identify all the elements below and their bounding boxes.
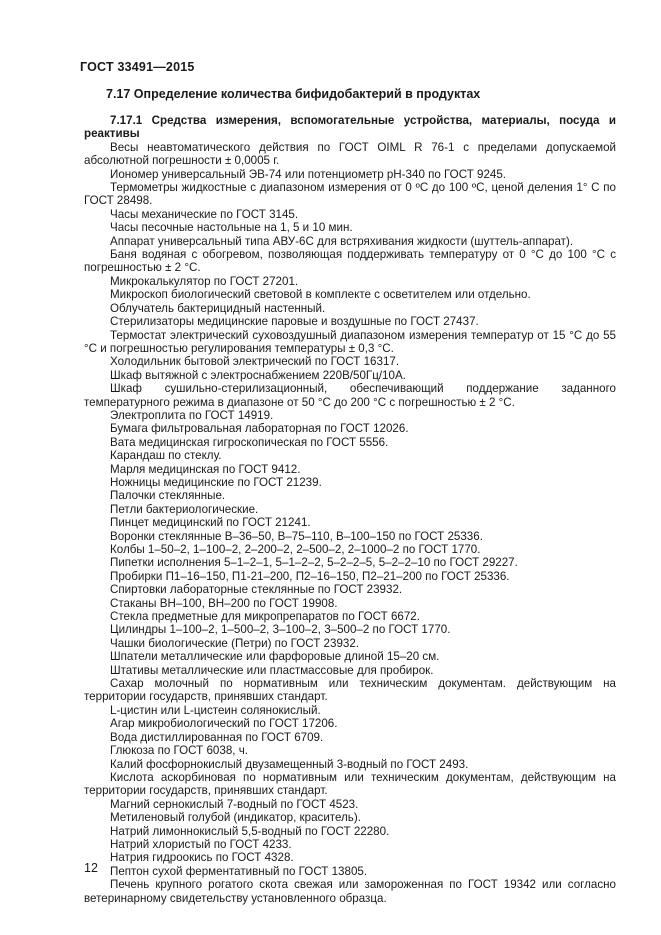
list-item: Пробирки П1–16–150, П1-21–200, П2–16–150, П2–21–200 по ГОСТ 25336. bbox=[110, 569, 510, 583]
list-item: Кислота аскорбиновая по нормативным или техническим документам, действующим на территории государств, принявших стандарт. bbox=[84, 770, 616, 798]
list-item: Натрий лимоннокислый 5,5-водный по ГОСТ 22280. bbox=[110, 824, 390, 838]
list-item: Сахар молочный по нормативным или техническим документам. действующим на территории государств, принявших стандарт. bbox=[84, 677, 616, 704]
list-item: Иономер универсальный ЭВ-74 или потенциометр рН-340 по ГОСТ 9245. bbox=[110, 167, 507, 181]
page-number: 12 bbox=[84, 861, 98, 875]
list-item: Стекла предметные для микропрепаратов по ГОСТ 6672. bbox=[110, 610, 420, 624]
list-item: Холодильник бытовой электрический по ГОСТ 16317. bbox=[110, 355, 400, 369]
list-item: Петли бактериологические. bbox=[110, 502, 259, 516]
list-item: Глюкоза по ГОСТ 6038, ч. bbox=[110, 744, 248, 758]
list-item: Микрокалькулятор по ГОСТ 27201. bbox=[110, 274, 299, 288]
list-item: Баня водяная с обогревом, позволяющая поддерживать температуру от 0 °С до 100 °С с погрешностью ± 2 °С. bbox=[84, 248, 616, 275]
list-item: Вата медицинская гигроскопическая по ГОСТ 5556. bbox=[110, 435, 389, 449]
list-item: Пинцет медицинский по ГОСТ 21241. bbox=[110, 516, 311, 530]
list-item: Часы механические по ГОСТ 3145. bbox=[110, 207, 299, 221]
list-item: Часы песочные настольные на 1, 5 и 10 мин. bbox=[110, 221, 353, 235]
document-header: ГОСТ 33491—2015 bbox=[80, 60, 195, 74]
list-item: Карандаш по стеклу. bbox=[110, 449, 222, 463]
list-item: Калий фосфорнокислый двузамещенный 3-водный по ГОСТ 2493. bbox=[110, 757, 469, 771]
list-item: Весы неавтоматического действия по ГОСТ OIML R 76-1 с пределами допускаемой абсолютной погрешности ± 0,0005 г. bbox=[84, 140, 616, 168]
list-item: Пептон сухой ферментативный по ГОСТ 13805. bbox=[110, 864, 368, 878]
list-item: Термометры жидкостные с диапазоном измерения от 0 ºС до 100 ºС, ценой деления 1° С по ГОСТ 28498. bbox=[84, 181, 616, 208]
list-item: Цилиндры 1–100–2, 1–500–2, 3–100–2, 3–500–2 по ГОСТ 1770. bbox=[110, 623, 451, 637]
list-item: Пипетки исполнения 5–1–2–1, 5–1–2–2, 5–2–2–5, 5–2–2–10 по ГОСТ 29227. bbox=[110, 556, 518, 570]
list-item: Шпатели металлические или фарфоровые длиной 15–20 см. bbox=[110, 650, 440, 664]
list-item: Печень крупного рогатого скота свежая или замороженная по ГОСТ 19342 или согласно ветеринарному свидетельству установленного образца. bbox=[84, 878, 616, 905]
list-item: Натрий хлористый по ГОСТ 4233. bbox=[110, 837, 292, 851]
list-item: Чашки биологические (Петри) по ГОСТ 23932. bbox=[110, 636, 360, 650]
list-item: Вода дистиллированная по ГОСТ 6709. bbox=[110, 730, 324, 744]
list-item: Метиленовый голубой (индикатор, краситель). bbox=[110, 811, 361, 825]
list-item: Агар микробиологический по ГОСТ 17206. bbox=[110, 717, 338, 731]
list-item: Термостат электрический суховоздушный диапазоном измерения температур от 15 °С до 55 °С и погрешностью регулирования температуры ± 0,3 °С. bbox=[84, 328, 616, 355]
list-item: Колбы 1–50–2, 1–100–2, 2–200–2, 2–500–2, 2–1000–2 по ГОСТ 1770. bbox=[110, 543, 481, 556]
document-body bbox=[84, 114, 616, 905]
list-item: Шкаф вытяжной с электроснабжением 220В/50Гц/10А. bbox=[110, 368, 406, 382]
list-item: Бумага фильтровальная лабораторная по ГОСТ 12026. bbox=[110, 422, 409, 436]
list-item: Электроплита по ГОСТ 14919. bbox=[110, 408, 274, 422]
subsection-title: 7.17.1 Средства измерения, вспомогательные устройства, материалы, посуда и реактивы bbox=[84, 114, 616, 141]
list-item: Стаканы ВН–100, ВН–200 по ГОСТ 19908. bbox=[110, 596, 338, 610]
list-item: Натрия гидроокись по ГОСТ 4328. bbox=[110, 851, 294, 865]
list-item: Палочки стеклянные. bbox=[110, 489, 226, 503]
list-item: L-цистин или L-цистеин солянокислый. bbox=[110, 703, 321, 717]
list-item: Аппарат универсальный типа АВУ-6С для встряхивания жидкости (шуттель-аппарат). bbox=[110, 234, 574, 248]
list-item: Микроскоп биологический световой в комплекте с осветителем или отдельно. bbox=[110, 288, 531, 302]
list-item: Стерилизаторы медицинские паровые и воздушные по ГОСТ 27437. bbox=[110, 315, 479, 329]
list-item: Марля медицинская по ГОСТ 9412. bbox=[110, 462, 301, 476]
section-title: 7.17 Определение количества бифидобактерий в продуктах bbox=[106, 87, 481, 101]
list-item: Облучатель бактерицидный настенный. bbox=[110, 301, 326, 315]
list-item: Штативы металлические или пластмассовые для пробирок. bbox=[110, 663, 434, 677]
list-item: Спиртовки лабораторные стеклянные по ГОСТ 23932. bbox=[110, 583, 403, 597]
list-item: Воронки стеклянные В–36–50, В–75–110, В–100–150 по ГОСТ 25336. bbox=[110, 529, 483, 543]
list-item: Шкаф сушильно-стерилизационный, обеспечивающий поддержание заданного температурного режима в диапазоне от 50 °С до 200 °С с погрешностью ± 2 °С. bbox=[84, 382, 616, 409]
list-item: Магний сернокислый 7-водный по ГОСТ 4523. bbox=[110, 797, 359, 811]
equipment-list bbox=[84, 141, 616, 905]
list-item: Ножницы медицинские по ГОСТ 21239. bbox=[110, 475, 322, 489]
